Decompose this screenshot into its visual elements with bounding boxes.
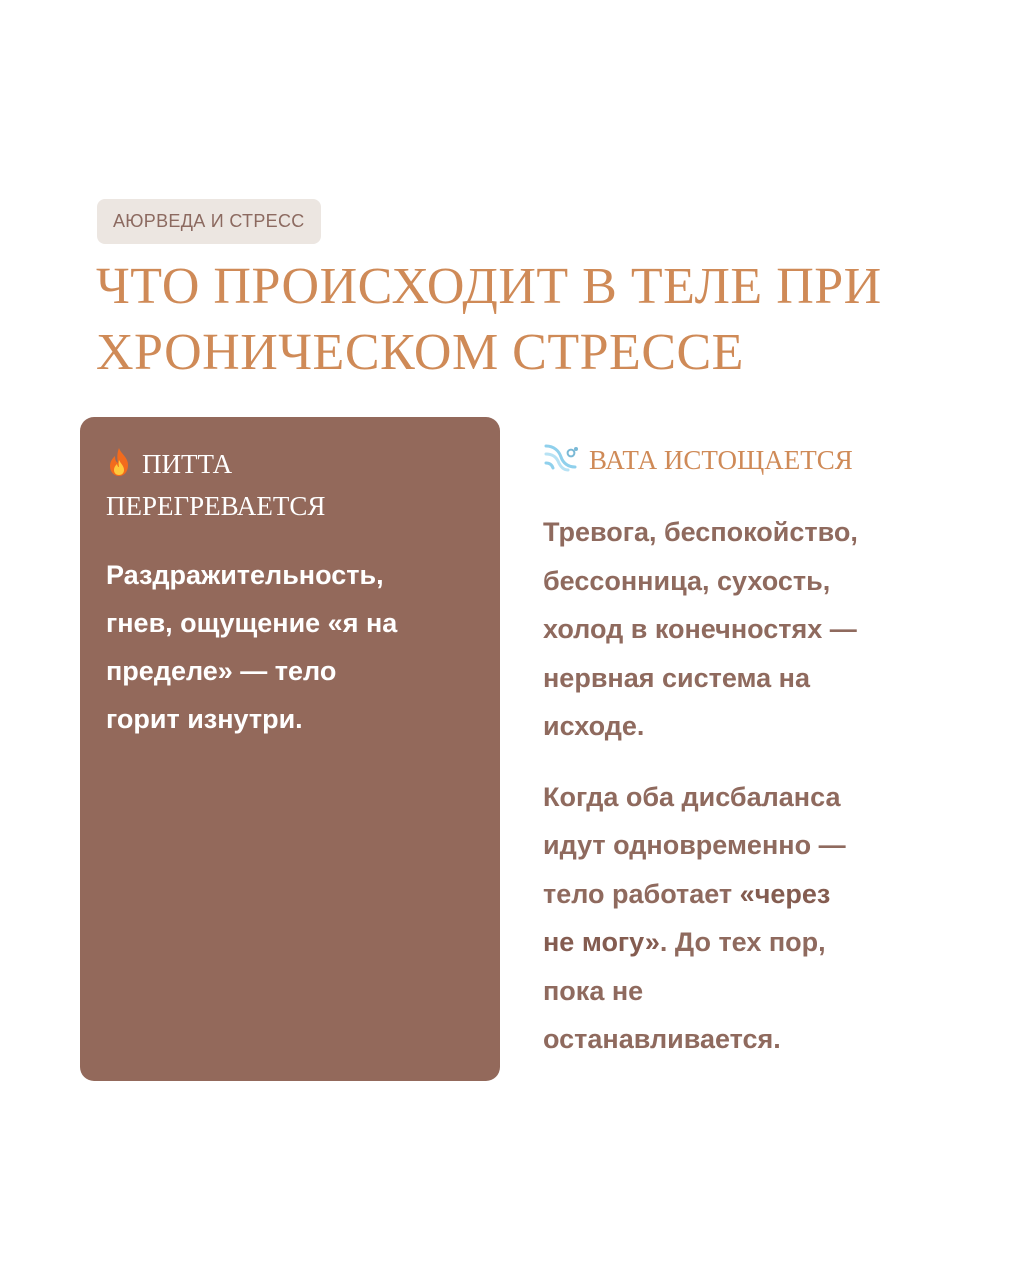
vata-line-3: холод в конечностях — xyxy=(543,614,857,644)
pitta-heading-line-2: ПЕРЕГРЕВАЕТСЯ xyxy=(106,491,326,521)
vata-line-4: нервная система на xyxy=(543,662,810,693)
vata-line-2: бессонница, сухость, xyxy=(543,565,831,596)
category-tag xyxy=(97,199,321,244)
page-title-line-1: ЧТО ПРОИСХОДИТ В ТЕЛЕ ПРИ xyxy=(96,258,882,315)
page-title-line-2: ХРОНИЧЕСКОМ СТРЕССЕ xyxy=(96,324,744,381)
summary-emphasis-1: «через xyxy=(739,878,831,909)
pitta-line-3: пределе» — тело xyxy=(106,656,337,686)
pitta-heading-line-1: ПИТТА xyxy=(142,449,233,479)
summary-line-5: пока не xyxy=(543,975,644,1006)
summary-emphasis-2: не могу» xyxy=(543,927,660,957)
summary-line-6: останавливается. xyxy=(543,1024,781,1054)
pitta-line-2: гнев, ощущение «я на xyxy=(106,608,398,638)
imbalance-summary xyxy=(543,773,963,1064)
wind-icon xyxy=(543,443,579,484)
vata-heading xyxy=(543,440,963,484)
pitta-line-1: Раздражительность, xyxy=(106,560,384,590)
summary-line-1: Когда оба дисбаланса xyxy=(543,781,841,812)
fire-icon xyxy=(106,447,132,487)
pitta-line-4: горит изнутри. xyxy=(106,704,303,734)
category-tag-label: АЮРВЕДА И СТРЕСС xyxy=(113,211,305,231)
vata-description xyxy=(543,508,963,751)
vata-line-1: Тревога, беспокойство, xyxy=(543,517,858,547)
pitta-card xyxy=(80,417,500,1081)
page-title xyxy=(96,254,976,386)
pitta-description xyxy=(106,551,474,743)
summary-line-4: . До тех пор, xyxy=(659,927,826,957)
vata-section xyxy=(543,440,963,1064)
pitta-heading xyxy=(106,445,474,525)
summary-line-3: тело работает xyxy=(543,878,740,909)
vata-heading-label: ВАТА ИСТОЩАЕТСЯ xyxy=(589,445,853,475)
vata-line-5: исходе. xyxy=(543,711,645,741)
summary-line-2: идут одновременно — xyxy=(543,830,846,860)
